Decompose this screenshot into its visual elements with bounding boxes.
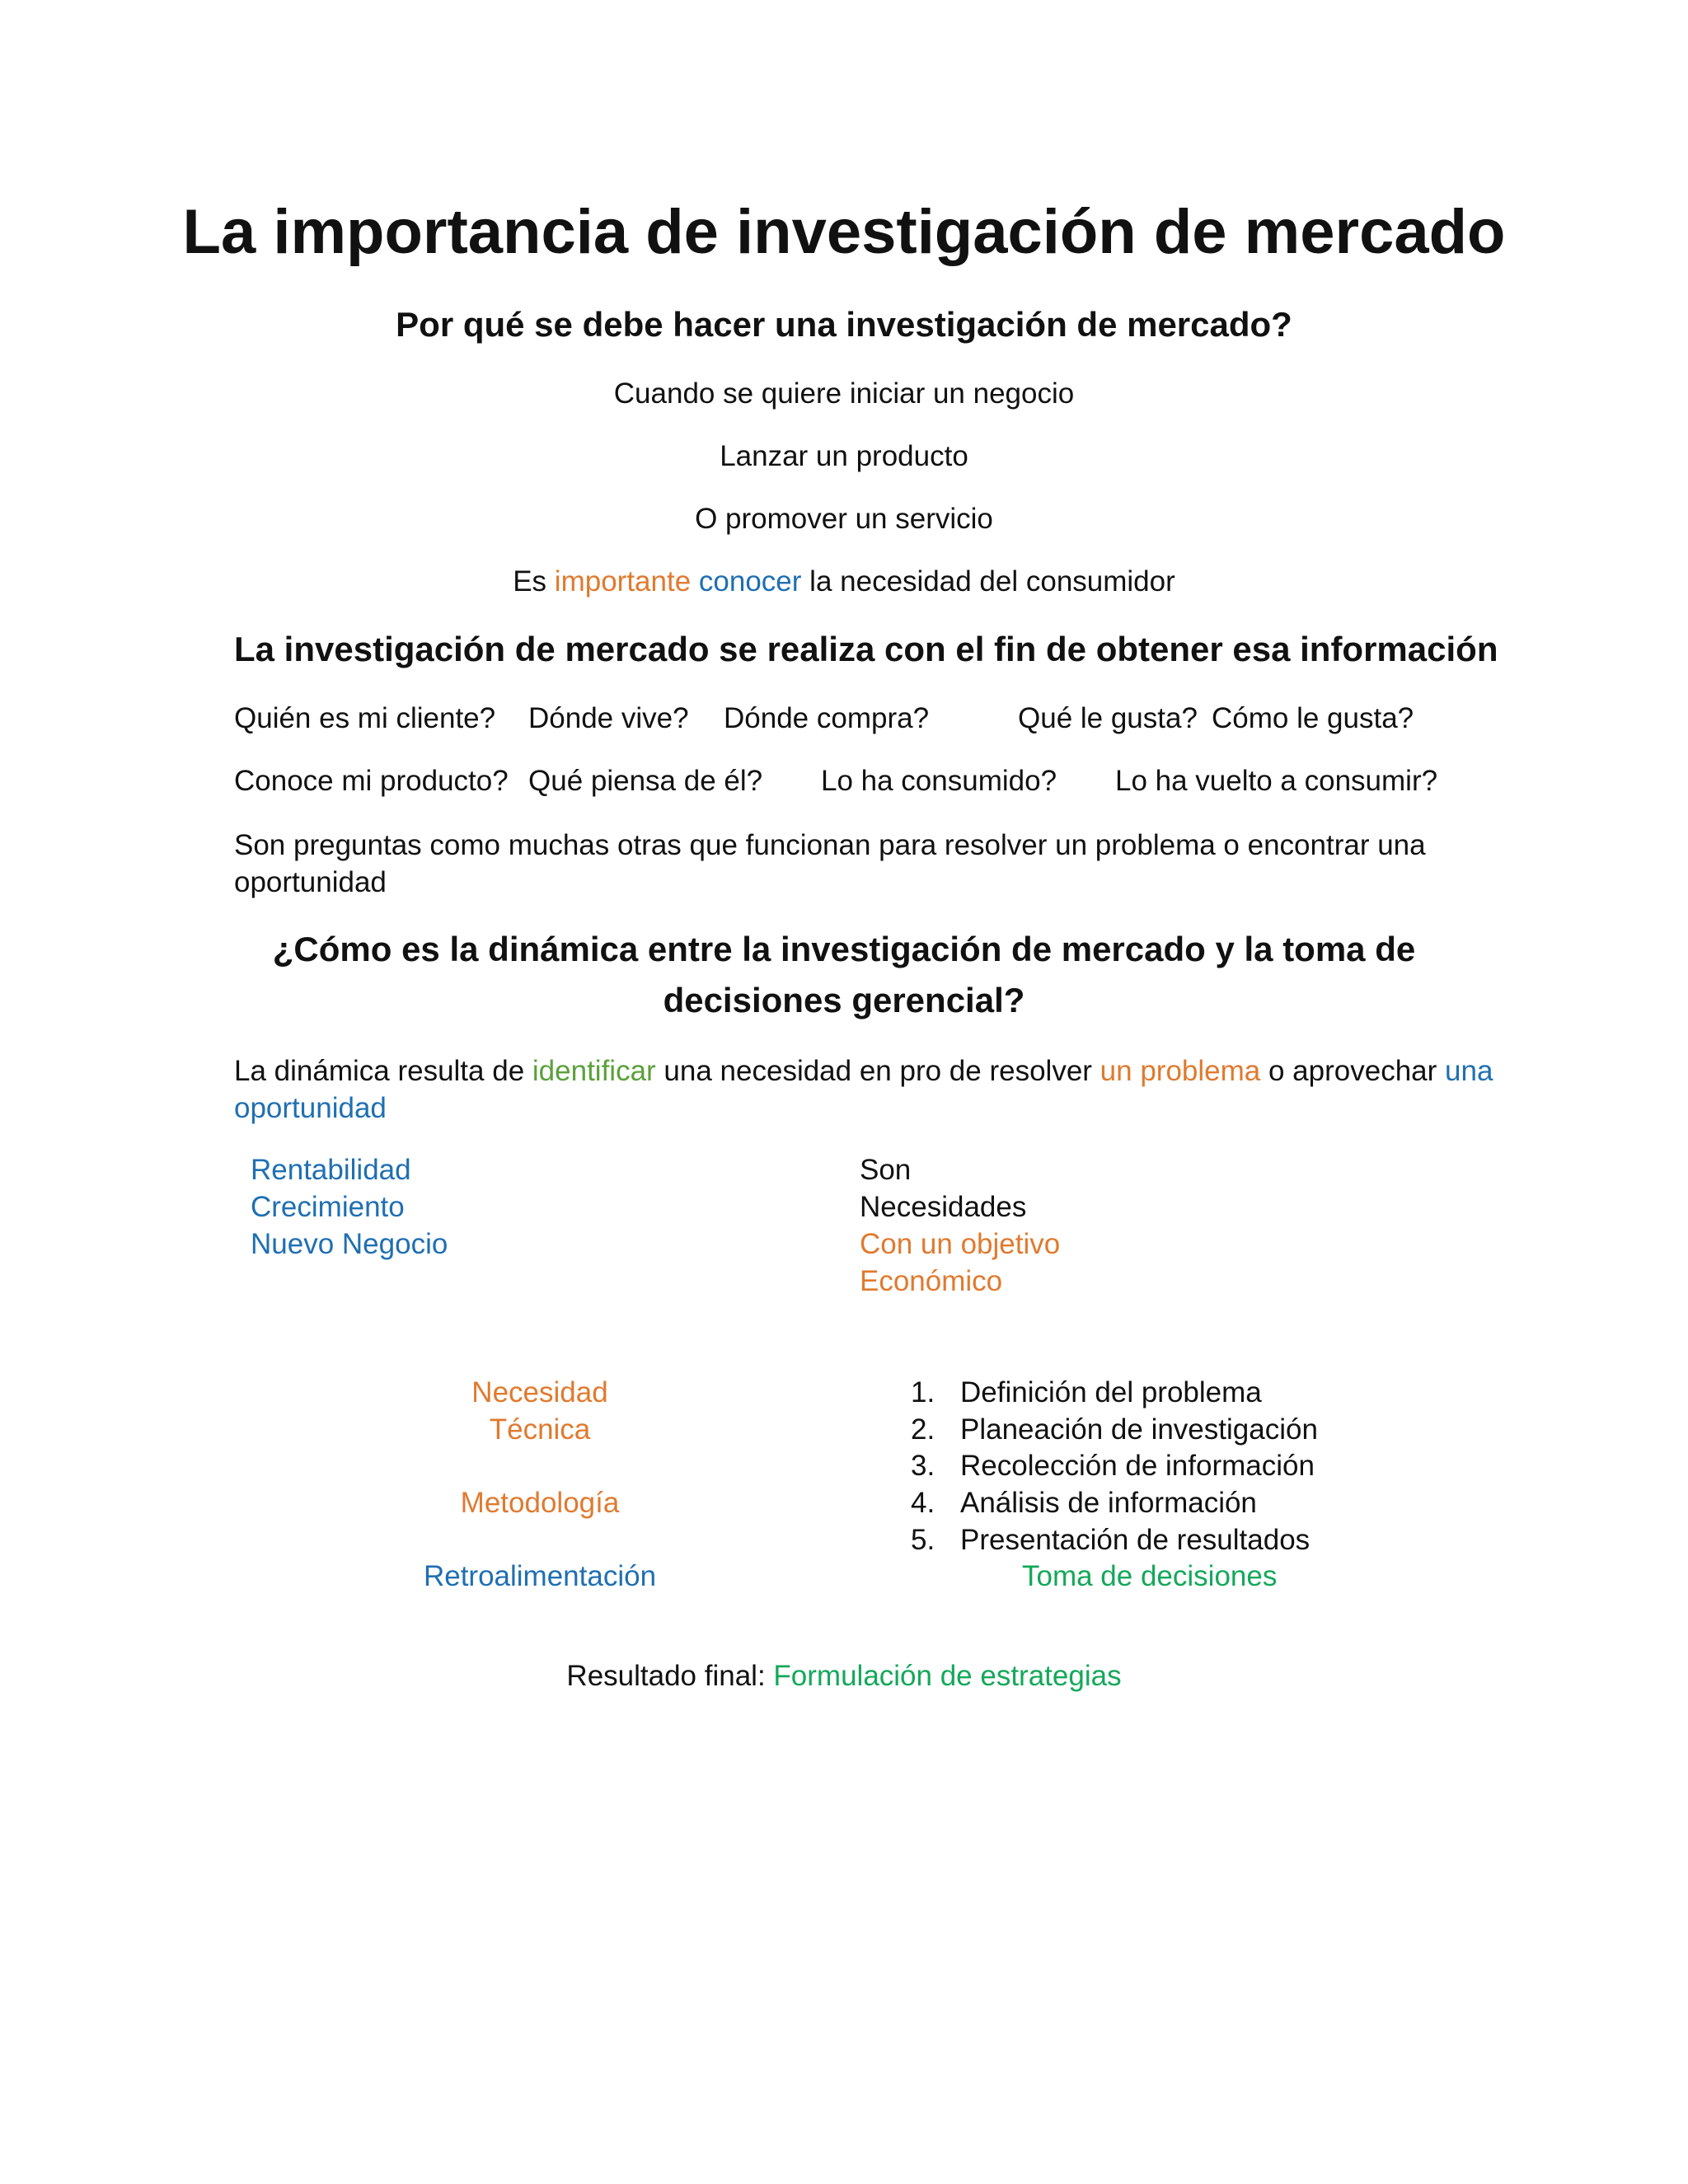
step-number: 3. (911, 1450, 935, 1482)
consumer-line (0, 565, 1688, 598)
step-number: 2. (911, 1413, 935, 1446)
step-text: Análisis de información (960, 1487, 1257, 1519)
question-where-buy: Dónde compra? (724, 702, 930, 734)
section2-heading: La investigación de mercado se realiza con el fin de obtener esa información (234, 630, 1498, 668)
final-result-label: Resultado final: (566, 1660, 766, 1692)
step-number: 4. (911, 1487, 935, 1519)
questions-paragraph-line1: Son preguntas como muchas otras que funcionan para resolver un problema o encontrar una (234, 829, 1426, 861)
right-item-economico: Económico (860, 1265, 1003, 1297)
question-consumed: Lo ha consumido? (821, 765, 1057, 797)
consumer-suffix: la necesidad del consumidor (809, 565, 1175, 598)
step-text: Recolección de información (960, 1450, 1315, 1482)
question-where-live: Dónde vive? (528, 702, 689, 734)
section3-heading-line2: decisiones gerencial? (663, 981, 1025, 1019)
dynamic-text-3: o aprovechar (1268, 1055, 1437, 1087)
step-number: 1. (911, 1376, 935, 1408)
step-text: Presentación de resultados (960, 1524, 1311, 1556)
question-how-likes: Cómo le gusta? (1212, 702, 1414, 734)
word-problema: un problema (1100, 1055, 1261, 1087)
step-number: 5. (911, 1524, 935, 1556)
question-knows-product: Conoce mi producto? (234, 765, 509, 797)
reason-line-2: Lanzar un producto (720, 440, 968, 472)
final-result-value: Formulación de estrategias (773, 1660, 1122, 1692)
left-item-rentabilidad: Rentabilidad (251, 1154, 411, 1186)
question-thinks: Qué piensa de él? (528, 765, 763, 797)
step-1 (911, 1376, 1262, 1409)
word-una: una (1445, 1055, 1493, 1087)
step-5 (911, 1524, 1310, 1557)
section1-heading: Por qué se debe hacer una investigación de mercado? (396, 305, 1292, 344)
dynamic-text-2: una necesidad en pro de resolver (663, 1055, 1092, 1087)
right-item-son: Son (860, 1154, 912, 1186)
document-title: La importancia de investigación de mercado (182, 197, 1506, 267)
left-item-crecimiento: Crecimiento (251, 1191, 405, 1223)
right-item-objetivo: Con un objetivo (860, 1228, 1061, 1260)
step-3 (911, 1450, 1315, 1483)
decision-label: Toma de decisiones (1022, 1560, 1278, 1592)
step-text: Definición del problema (960, 1376, 1262, 1408)
label-metodologia: Metodología (460, 1487, 620, 1519)
question-reconsumed: Lo ha vuelto a consumir? (1115, 765, 1438, 797)
reason-line-1: Cuando se quiere iniciar un negocio (613, 377, 1075, 410)
section3-heading-line1: ¿Cómo es la dinámica entre la investigación de mercado y la toma de (272, 930, 1416, 968)
word-conocer: conocer (698, 565, 802, 598)
label-retroalimentacion: Retroalimentación (423, 1560, 657, 1592)
right-item-necesidades: Necesidades (860, 1191, 1027, 1223)
consumer-prefix: Es (513, 565, 547, 598)
dynamic-line1 (234, 1055, 1493, 1088)
label-necesidad: Necesidad (471, 1376, 608, 1408)
step-text: Planeación de investigación (960, 1413, 1318, 1446)
word-identificar: identificar (532, 1055, 656, 1087)
left-item-nuevo-negocio: Nuevo Negocio (251, 1228, 448, 1260)
word-oportunidad: oportunidad (234, 1092, 387, 1124)
word-importante: importante (554, 565, 692, 598)
dynamic-text-1: La dinámica resulta de (234, 1055, 525, 1087)
label-tecnica: Técnica (489, 1413, 591, 1446)
step-2 (911, 1413, 1318, 1446)
question-likes: Qué le gusta? (1018, 702, 1198, 734)
step-4 (911, 1487, 1257, 1520)
reason-line-3: O promover un servicio (695, 503, 993, 535)
final-result (0, 1660, 1688, 1693)
questions-paragraph-line2: oportunidad (234, 866, 387, 898)
question-who: Quién es mi cliente? (234, 702, 496, 734)
